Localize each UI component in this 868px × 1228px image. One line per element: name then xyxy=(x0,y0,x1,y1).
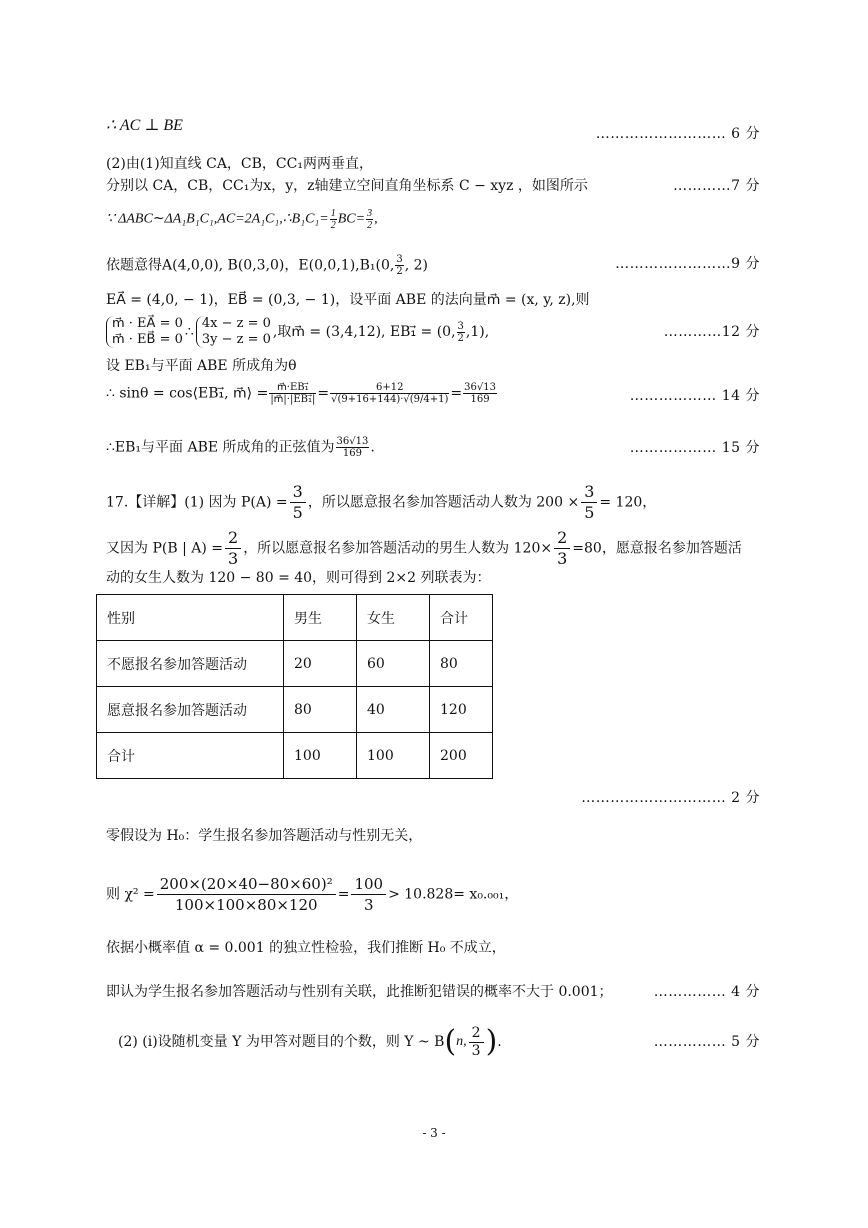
fraction-numerator: 200×(20×40−80×60)² xyxy=(157,874,336,895)
text-segment: ∴EB₁与平面 ABE 所成角的正弦值为 xyxy=(106,439,335,456)
table-cell: 120 xyxy=(430,687,493,733)
fraction-numerator: m⃗·EB₁⃗ xyxy=(269,382,316,394)
fraction xyxy=(330,382,449,405)
fraction-numerator: 1 xyxy=(330,208,336,219)
fraction-denominator: 2 xyxy=(457,332,464,344)
text-line: 即认为学生报名参加答题活动与性别有关联，此推断犯错误的概率不大于 0.001； xyxy=(106,984,613,1000)
score-marker: …………7 分 xyxy=(673,178,760,194)
fraction-numerator: 36√13 xyxy=(464,382,496,393)
fraction-denominator: 169 xyxy=(342,448,362,459)
fraction xyxy=(290,482,306,523)
fraction xyxy=(463,382,497,405)
text-line xyxy=(106,254,428,277)
text-line: 分别以 CA，CB，CC₁为x，y，z轴建立空间直角坐标系 C − xyz ，如图所示 xyxy=(106,178,588,194)
score-marker: ……………… 14 分 xyxy=(629,388,760,404)
fraction-denominator: 169 xyxy=(470,394,490,405)
text-segment: 依题意得A(4,0,0), B(0,3,0)，E(0,0,1),B₁(0, xyxy=(106,257,395,274)
text-segment: = xyxy=(337,886,350,903)
text-segment: . xyxy=(497,1034,502,1050)
fraction-denominator: 3 xyxy=(363,896,374,914)
fraction xyxy=(457,321,465,344)
table-cell: 20 xyxy=(284,641,357,687)
fraction-denominator: 2 xyxy=(396,266,403,277)
text-line: (2)由(1)知直线 CA，CB，CC₁两两垂直， xyxy=(106,156,373,172)
text-segment: 17.【详解】(1) 因为 P(A) = xyxy=(106,494,288,511)
text-segment: ∵ ΔABC∼ΔA₁B₁C₁,AC=2A₁C₁,∴B₁C₁= xyxy=(106,211,329,227)
equation: m⃗ · EB⃗ = 0 xyxy=(112,332,183,347)
fraction-numerator: 36√13 xyxy=(336,436,369,447)
fraction xyxy=(395,254,403,277)
equation-system xyxy=(106,316,183,348)
table-cell: 40 xyxy=(357,687,430,733)
fraction xyxy=(225,528,241,569)
text-line xyxy=(118,1022,502,1062)
fraction-numerator: 2 xyxy=(469,1025,484,1043)
fraction-denominator: 5 xyxy=(292,503,303,522)
score-marker: ………………………… 2 分 xyxy=(581,790,760,806)
fraction-denominator: 5 xyxy=(584,503,595,522)
text-segment: ，所以愿意报名参加答题活动人数为 200 × xyxy=(307,494,580,511)
fraction-numerator: 2 xyxy=(554,528,570,549)
text-segment: 又因为 P(B | A) = xyxy=(106,540,223,557)
text-segment: =80，愿意报名参加答题活 xyxy=(572,540,742,557)
fraction xyxy=(469,1025,484,1060)
text-line: 动的女生人数为 120 − 80 = 40，则可得到 2×2 列联表为： xyxy=(106,570,491,586)
text-segment: , 2) xyxy=(404,257,428,274)
fraction-denominator: 3 xyxy=(471,1042,481,1059)
text-line: 零假设为 H₀：学生报名参加答题活动与性别无关， xyxy=(106,828,423,844)
text-segment: . xyxy=(370,439,375,456)
fraction-denominator: 2 xyxy=(330,220,336,231)
fraction xyxy=(351,874,386,915)
table-cell: 80 xyxy=(284,687,357,733)
table-row xyxy=(97,641,493,687)
table-row xyxy=(97,687,493,733)
left-paren: ( xyxy=(444,1024,457,1059)
text-segment: ∴ xyxy=(184,324,194,340)
text-line xyxy=(106,382,498,405)
text-segment: = 120， xyxy=(599,494,657,511)
text-segment: , xyxy=(374,211,378,227)
fraction-denominator: 2 xyxy=(367,220,373,231)
fraction xyxy=(554,528,570,569)
text-segment: = xyxy=(317,385,330,402)
fraction xyxy=(366,208,373,231)
equation-system xyxy=(196,316,271,348)
table-cell: 合计 xyxy=(97,733,284,779)
table-cell: 80 xyxy=(430,641,493,687)
fraction-denominator: √(9+16+144)·√(9/4+1) xyxy=(331,394,449,405)
score-marker: ……………… 15 分 xyxy=(629,440,760,456)
text-segment: = xyxy=(450,385,463,402)
fraction-denominator: 100×100×80×120 xyxy=(174,896,318,914)
equation: m⃗ · EA⃗ = 0 xyxy=(112,316,183,331)
table-header-cell: 男生 xyxy=(284,595,357,641)
table-header-cell: 性别 xyxy=(97,595,284,641)
table-cell: 100 xyxy=(357,733,430,779)
table-cell: 200 xyxy=(430,733,493,779)
text-line: EA⃗ = (4,0, − 1)，EB⃗ = (0,3, − 1)，设平面 ABE 的法向量m⃗ = (x, y, z),则 xyxy=(106,292,590,308)
fraction-numerator: 6+12 xyxy=(330,382,449,394)
fraction xyxy=(336,436,370,459)
fraction-numerator: 100 xyxy=(351,874,386,895)
table-header-cell: 女生 xyxy=(357,595,430,641)
score-marker: ……………………… 6 分 xyxy=(595,126,760,142)
fraction-denominator: 3 xyxy=(557,549,568,568)
text-line xyxy=(106,528,742,569)
text-line: ∴ AC ⊥ BE xyxy=(106,117,183,134)
text-segment: ∴ sinθ = cos⟨EB₁⃗, m⃗⟩ = xyxy=(106,385,269,402)
text-line xyxy=(106,208,378,231)
fraction-denominator: 3 xyxy=(228,549,239,568)
table-header-cell: 合计 xyxy=(430,595,493,641)
equation: 4x − z = 0 xyxy=(201,316,271,331)
table-cell: 60 xyxy=(357,641,430,687)
text-line: 设 EB₁与平面 ABE 所成角为θ xyxy=(106,358,297,374)
text-segment: BC= xyxy=(337,211,366,227)
equation: 3y − z = 0 xyxy=(201,332,271,347)
fraction xyxy=(157,874,336,915)
score-marker: …………12 分 xyxy=(663,324,760,340)
text-segment: ,取m⃗ = (3,4,12), EB₁⃗ = (0, xyxy=(272,324,456,340)
text-segment: 则 χ² = xyxy=(106,886,155,903)
text-segment: (2) (i)设随机变量 Y 为甲答对题目的个数，则 Y ~ B xyxy=(118,1034,445,1050)
contingency-table xyxy=(96,594,493,779)
score-marker: …………… 4 分 xyxy=(653,984,760,1000)
text-line: 依据小概率值 α = 0.001 的独立性检验，我们推断 H₀ 不成立， xyxy=(106,940,506,956)
text-line xyxy=(104,316,489,348)
table-cell: 愿意报名参加答题活动 xyxy=(97,687,284,733)
fraction-numerator: 3 xyxy=(367,208,373,219)
text-line xyxy=(106,874,518,915)
fraction xyxy=(330,208,337,231)
fraction xyxy=(581,482,597,523)
text-line xyxy=(106,482,656,523)
table-cell: 100 xyxy=(284,733,357,779)
text-segment: ，所以愿意报名参加答题活动的男生人数为 120× xyxy=(243,540,553,557)
page-number: - 3 - xyxy=(422,1126,446,1140)
fraction-numerator: 3 xyxy=(290,482,306,503)
fraction xyxy=(269,382,316,405)
fraction-numerator: 2 xyxy=(225,528,241,549)
text-segment: > 10.828= x₀.₀₀₁， xyxy=(388,886,519,903)
fraction-denominator: |m⃗|·|EB₁⃗| xyxy=(270,394,316,405)
score-marker: ……………………9 分 xyxy=(615,256,760,272)
fraction-numerator: 3 xyxy=(457,320,464,332)
table-row xyxy=(97,733,493,779)
score-marker: …………… 5 分 xyxy=(653,1034,760,1050)
table-header-row xyxy=(97,595,493,641)
text-line xyxy=(106,436,375,459)
right-paren: ) xyxy=(485,1024,498,1059)
fraction-numerator: 3 xyxy=(396,254,403,265)
table-cell: 不愿报名参加答题活动 xyxy=(97,641,284,687)
text-segment: ,1), xyxy=(465,324,490,340)
text-segment: n, xyxy=(456,1034,467,1049)
fraction-numerator: 3 xyxy=(581,482,597,503)
